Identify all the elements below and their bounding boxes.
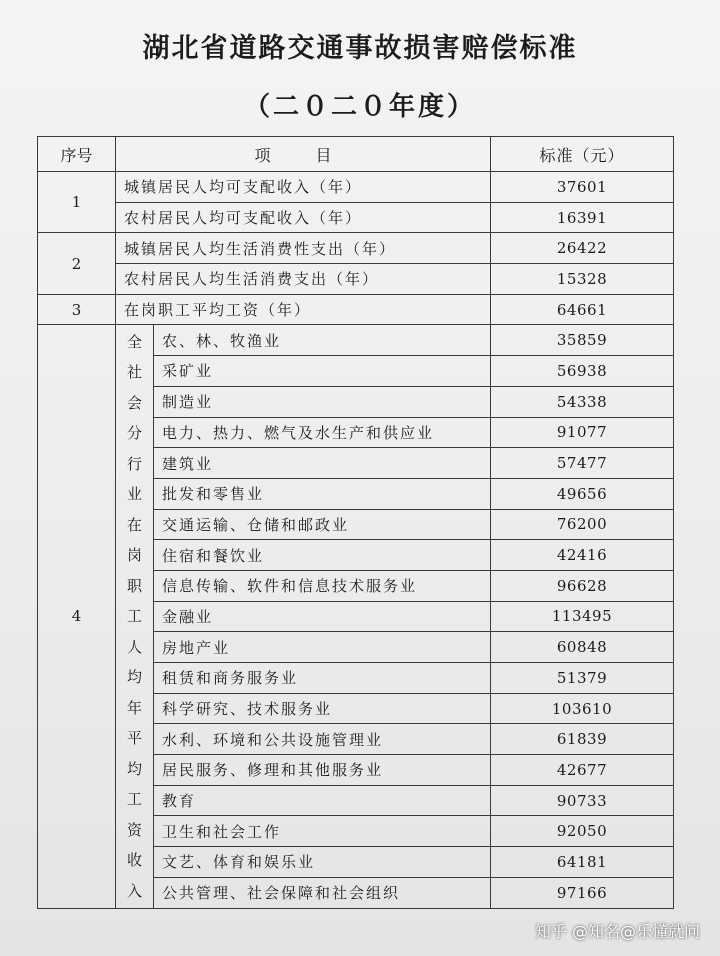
- table-row: [38, 294, 674, 325]
- vertical-char: 社: [126, 363, 142, 382]
- row-value: 92050: [491, 816, 674, 847]
- row-item: 卫生和社会工作: [154, 816, 491, 847]
- row-value: 54338: [491, 386, 674, 417]
- vertical-char: 资: [126, 820, 142, 839]
- row-value: 61839: [491, 724, 674, 755]
- row-value: 51379: [491, 663, 674, 694]
- row-item: 水利、环境和公共设施管理业: [154, 724, 491, 755]
- table-header-row: [38, 137, 674, 172]
- vertical-char: 入: [126, 881, 142, 900]
- row-value: 103610: [491, 693, 674, 724]
- row-item: 农村居民人均可支配收入（年）: [116, 202, 491, 233]
- row-value: 35859: [491, 325, 674, 356]
- vertical-char: 在: [126, 515, 142, 534]
- vertical-char: 会: [126, 393, 142, 412]
- row-value: 64181: [491, 847, 674, 878]
- table-row: [38, 325, 674, 356]
- row-value: 64661: [491, 294, 674, 325]
- row-number: 1: [38, 172, 116, 233]
- source-watermark: 知乎 @知名@乐懂就问: [534, 922, 700, 941]
- row-value: 56938: [491, 356, 674, 387]
- header-item: 项 目: [116, 137, 491, 172]
- row-number: 3: [38, 294, 116, 325]
- vertical-char: 收: [126, 851, 142, 870]
- row-value: 96628: [491, 570, 674, 601]
- row-item: 城镇居民人均可支配收入（年）: [116, 172, 491, 203]
- row-value: 26422: [491, 233, 674, 264]
- vertical-char: 全: [126, 332, 142, 351]
- vertical-char: 工: [126, 790, 142, 809]
- row-value: 60848: [491, 632, 674, 663]
- row-item: 文艺、体育和娱乐业: [154, 847, 491, 878]
- row-value: 97166: [491, 877, 674, 908]
- row-item: 金融业: [154, 601, 491, 632]
- row-item: 教育: [154, 785, 491, 816]
- table-row: [38, 233, 674, 264]
- row-item: 租赁和商务服务业: [154, 663, 491, 694]
- compensation-standard-table: [37, 136, 674, 909]
- row-number: 2: [38, 233, 116, 294]
- row-value: 49656: [491, 478, 674, 509]
- row-value: 76200: [491, 509, 674, 540]
- row-value: 37601: [491, 172, 674, 203]
- row-item: 城镇居民人均生活消费性支出（年）: [116, 233, 491, 264]
- row-item: 电力、热力、燃气及水生产和供应业: [154, 417, 491, 448]
- row-value: 42677: [491, 755, 674, 786]
- row-value: 15328: [491, 264, 674, 295]
- vertical-char: 年: [126, 698, 142, 717]
- row-item: 批发和零售业: [154, 478, 491, 509]
- vertical-char: 均: [126, 759, 142, 778]
- row-item: 农村居民人均生活消费支出（年）: [116, 264, 491, 295]
- row-item: 在岗职工平均工资（年）: [116, 294, 491, 325]
- vertical-char: 平: [126, 729, 142, 748]
- row-value: 42416: [491, 540, 674, 571]
- vertical-char: 业: [126, 485, 142, 504]
- table-row: [38, 202, 674, 233]
- page-title: 湖北省道路交通事故损害赔偿标准: [142, 33, 578, 64]
- row-number: 4: [38, 325, 116, 908]
- row-item: 科学研究、技术服务业: [154, 693, 491, 724]
- vertical-char: 岗: [126, 546, 142, 565]
- row-item: 采矿业: [154, 356, 491, 387]
- row-item: 公共管理、社会保障和社会组织: [154, 877, 491, 908]
- header-no: 序号: [38, 137, 116, 172]
- row-item: 交通运输、仓储和邮政业: [154, 509, 491, 540]
- row-value: 16391: [491, 202, 674, 233]
- row-item: 农、林、牧渔业: [154, 325, 491, 356]
- row-value: 57477: [491, 448, 674, 479]
- row-item: 建筑业: [154, 448, 491, 479]
- vertical-char: 人: [126, 637, 142, 656]
- row-item: 住宿和餐饮业: [154, 540, 491, 571]
- vertical-char: 职: [126, 576, 142, 595]
- table-row: [38, 264, 674, 295]
- row-item: 房地产业: [154, 632, 491, 663]
- row-item: 制造业: [154, 386, 491, 417]
- vertical-char: 分: [126, 424, 142, 443]
- industry-wage-vertical-label: [116, 325, 154, 908]
- header-value: 标准（元）: [491, 137, 674, 172]
- page-subtitle: （二０二０年度）: [243, 92, 476, 122]
- vertical-char: 工: [126, 607, 142, 626]
- row-item: 信息传输、软件和信息技术服务业: [154, 570, 491, 601]
- vertical-char: 均: [126, 668, 142, 687]
- table-row: [38, 172, 674, 203]
- row-item: 居民服务、修理和其他服务业: [154, 755, 491, 786]
- row-value: 90733: [491, 785, 674, 816]
- row-value: 113495: [491, 601, 674, 632]
- vertical-char: 行: [126, 454, 142, 473]
- row-value: 91077: [491, 417, 674, 448]
